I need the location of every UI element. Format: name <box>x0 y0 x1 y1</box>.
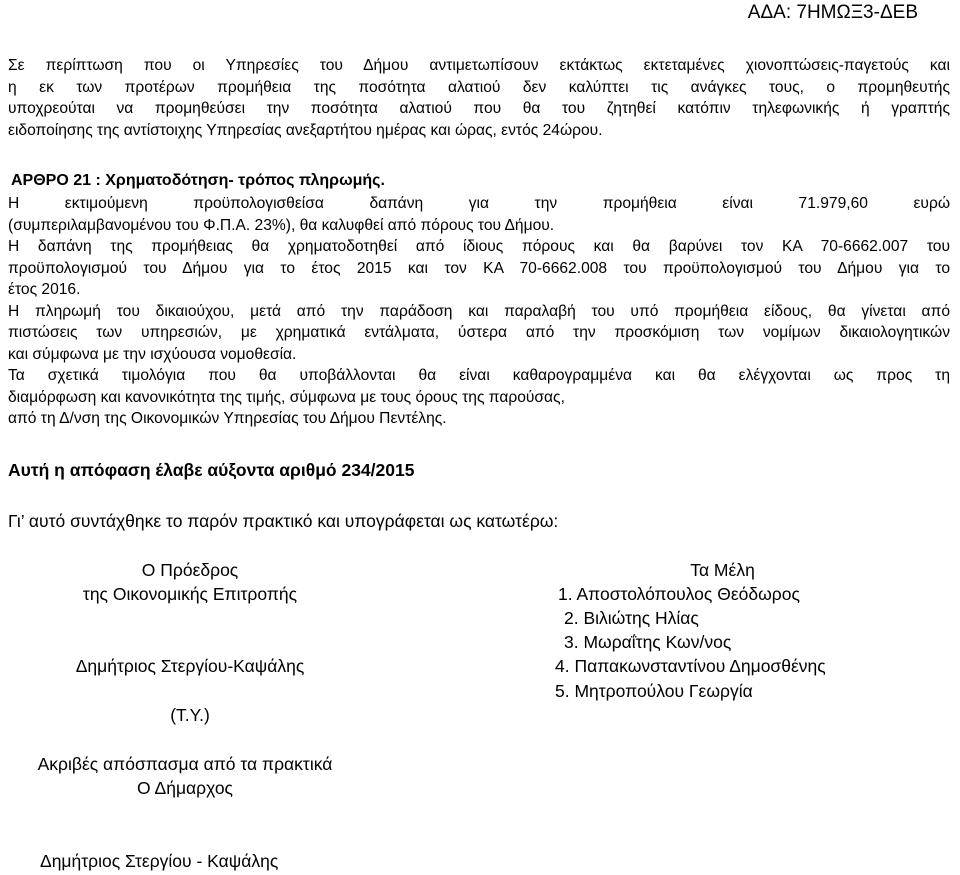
article-21-body <box>8 193 950 430</box>
president-name: Δημήτριος Στεργίου-Καψάλης <box>75 656 305 676</box>
closing-statement: Γι’ αυτό συντάχθηκε το παρόν πρακτικό και υπογράφεται ως κατωτέρω: <box>8 511 559 531</box>
paragraph-line: η εκ των προτέρων προμήθεια της ποσότητα αλατιού δεν καλύπτει τις ανάγκες τους, ο προμηθευτής <box>8 78 950 96</box>
mayor-name: Δημήτριος Στεργίου - Καψάλης <box>40 851 279 871</box>
member-item: 5. Μητροπούλου Γεωργία <box>555 681 753 701</box>
president-committee: της Οικονομικής Επιτροπής <box>82 584 298 604</box>
paragraph-line: έτος 2016. <box>8 281 81 298</box>
paragraph-snowfall <box>8 55 950 141</box>
mayor-title: Ο Δήμαρχος <box>137 778 233 798</box>
member-item: 2. Βιλιώτης Ηλίας <box>564 608 699 628</box>
decision-number: Αυτή η απόφαση έλαβε αύξοντα αριθμό 234/2015 <box>8 460 415 480</box>
members-title: Τα Μέλη <box>690 560 755 580</box>
president-title: Ο Πρόεδρος <box>141 560 239 580</box>
paragraph-line: Η εκτιμούμενη προϋπολογισθείσα δαπάνη για την προμήθεια είναι 71.979,60 ευρώ <box>8 195 950 212</box>
paragraph-line: Σε περίπτωση που οι Υπηρεσίες του Δήμου αντιμετωπίσουν εκτάκτως εκτεταμένες χιονοπτώσεις-παγετούς και <box>8 57 950 74</box>
paragraph-line: από τη Δ/νση της Οικονομικών Υπηρεσίας του Δήμου Πεντέλης. <box>8 410 447 427</box>
certification-line: Ακριβές απόσπασμα από τα πρακτικά <box>37 754 333 774</box>
member-item: 4. Παπακωνσταντίνου Δημοσθένης <box>555 656 826 676</box>
paragraph-line: Τα σχετικά τιμολόγια που θα υποβάλλονται θα είναι καθαρογραμμένα και θα ελέγχονται ως προς τη <box>8 367 950 384</box>
president-ty: (Τ.Υ.) <box>170 705 210 725</box>
paragraph-line: ειδοποίησης της αντίστοιχης Υπηρεσίας ανεξαρτήτου ημέρας και ώρας, εντός 24ώρου. <box>8 121 603 139</box>
ada-code: ΑΔΑ: 7ΗΜΩΞ3-ΔΕΒ <box>747 2 918 23</box>
paragraph-line: και σύμφωνα με την ισχύουσα νομοθεσία. <box>8 345 297 363</box>
paragraph-line: διαμόρφωση και κανονικότητα της τιμής, σύμφωνα με τους όρους της παρούσας, <box>8 388 565 406</box>
paragraph-line: πιστώσεις των υπηρεσιών, με χρηματικά εντάλματα, ύστερα από την προσκόμιση των νομίμων δικαιολογητικών <box>8 324 950 341</box>
article-21-heading: ΑΡΘΡΟ 21 : Χρηματοδότηση- τρόπος πληρωμής. <box>11 172 385 189</box>
paragraph-line: προϋπολογισμού του Δήμου για το έτος 2015 και τον ΚΑ 70-6662.008 του προϋπολογισμού του Δήμου για το <box>8 259 950 277</box>
member-item: 1. Αποστολόπουλος Θεόδωρος <box>558 584 800 604</box>
paragraph-line: υποχρεούται να προμηθεύσει την ποσότητα αλατιού που θα του ζητηθεί κατόπιν τηλεφωνικής ή γραπτής <box>8 100 950 117</box>
member-item: 3. Μωραΐτης Κων/νος <box>564 632 732 652</box>
paragraph-line: Η δαπάνη της προμήθειας θα χρηματοδοτηθεί από ίδιους πόρους και θα βαρύνει τον ΚΑ 70-6662.007 του <box>8 238 950 255</box>
paragraph-line: (συμπεριλαμβανομένου του Φ.Π.Α. 23%), θα καλυφθεί από πόρους του Δήμου. <box>8 216 555 234</box>
paragraph-line: Η πληρωμή του δικαιούχου, μετά από την παράδοση και παραλαβή του υπό προμήθεια είδους, θα γίνεται από <box>8 302 950 320</box>
